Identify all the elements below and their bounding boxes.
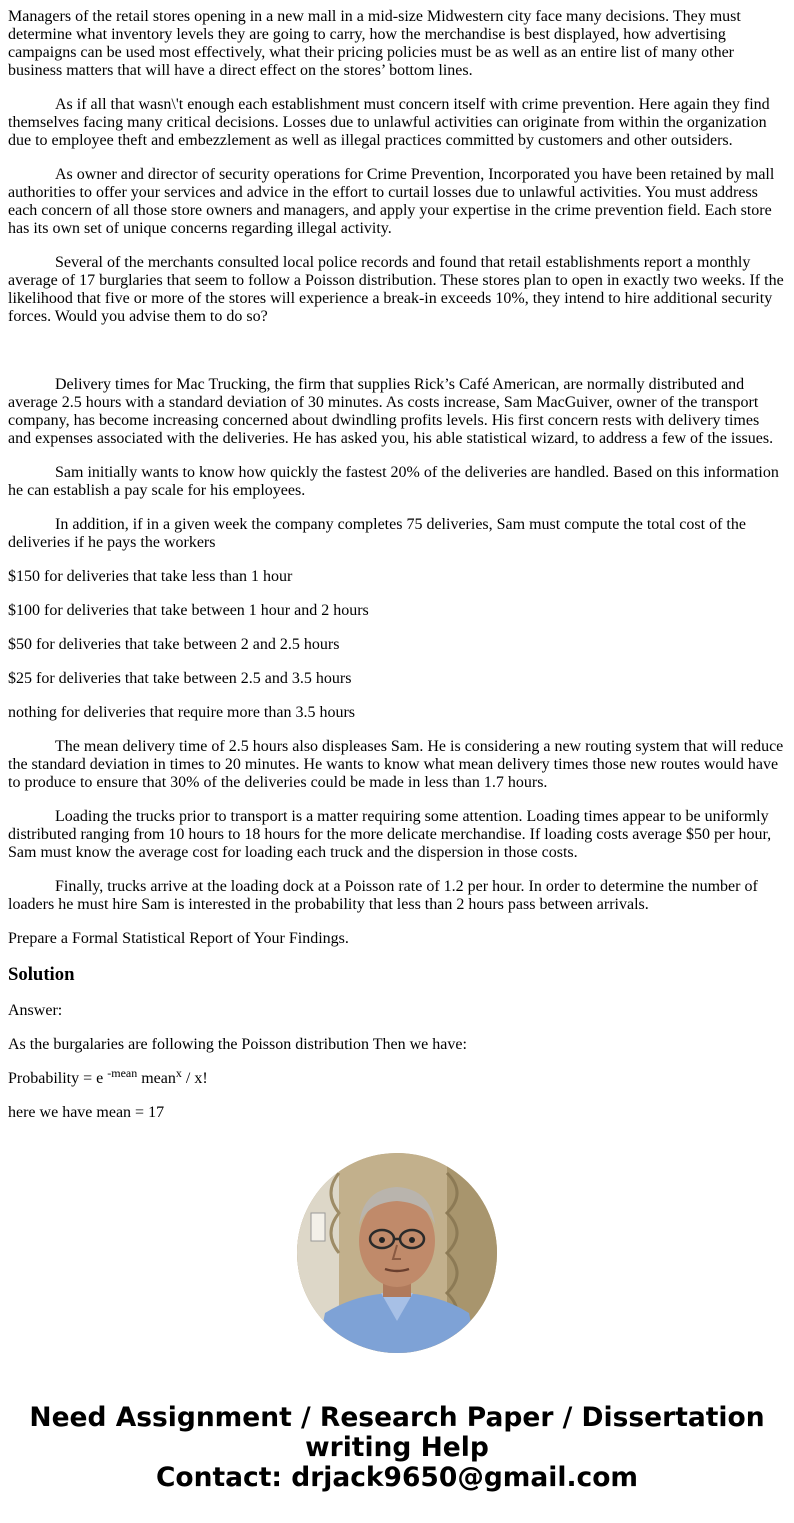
solution-cut-line: here we have mean = 17 [8, 1104, 165, 1121]
question-paragraph-5: Delivery times for Mac Trucking, the firm that supplies Rick’s Café American, are normally distributed and average 2.5 hours with a standard deviation of 30 minutes. As costs increase, Sam MacGuiver, owner of the transport company, has become increasing concerned about dwindling profits levels. His first concern rests with delivery times and expenses associated with the deliveries. He has asked you, his able statistical wizard, to address a few of the issues. [8, 376, 774, 447]
question-paragraph-4: Several of the merchants consulted local police records and found that retail establishments report a monthly average of 17 burglaries that seem to follow a Poisson distribution. These stores plan to open in exactly two weeks. If the likelihood that five or more of the stores will experience a break-in exceeds 10%, they intend to hire additional security forces. Would you advise them to do so? [8, 254, 784, 325]
question-paragraph-3: As owner and director of security operations for Crime Prevention, Incorporated you have been retained by mall authorities to offer your services and advice in the effort to curtail losses due to unlawful activities. You must address each concern of all those store owners and managers, and apply your expertise in the crime prevention field. Each store has its own set of unique concerns regarding illegal activity. [8, 166, 775, 237]
document-body [8, 0, 786, 1122]
pay-rate-2: $100 for deliveries that take between 1 hour and 2 hours [8, 602, 369, 619]
solution-heading: Solution [8, 964, 75, 985]
pay-rate-4: $25 for deliveries that take between 2.5 and 3.5 hours [8, 670, 352, 687]
question-paragraph-7: In addition, if in a given week the company completes 75 deliveries, Sam must compute the total cost of the deliveries if he pays the workers [8, 516, 746, 551]
footer-banner [0, 1403, 794, 1493]
question-paragraph-2: As if all that wasn\'t enough each establishment must concern itself with crime prevention. Here again they find themselves facing many critical decisions. Losses due to unlawful activities can originate from within the organization due to employee theft and embezzlement as well as illegal practices committed by customers and other outsiders. [8, 96, 770, 149]
footer-line-2: writing Help [305, 1432, 489, 1463]
pay-rate-3: $50 for deliveries that take between 2 and 2.5 hours [8, 636, 340, 653]
footer-contact: Contact: drjack9650@gmail.com [155, 1462, 639, 1493]
question-paragraph-9: Loading the trucks prior to transport is a matter requiring some attention. Loading times appear to be uniformly distributed ranging from 10 hours to 18 hours for the more delicate merchandise. If loading costs average $50 per hour, Sam must know the average cost for loading each truck and the dispersion in those costs. [8, 808, 772, 861]
formula-exponent-mean: -mean [107, 1066, 138, 1080]
formula-exponent-x: x [175, 1066, 182, 1080]
question-closing: Prepare a Formal Statistical Report of Your Findings. [8, 930, 349, 947]
question-paragraph-8: The mean delivery time of 2.5 hours also displeases Sam. He is considering a new routing system that will reduce the standard deviation in times to 20 minutes. He wants to know what mean delivery times those new routes would have to produce to ensure that 30% of the deliveries could be made in less than 1.7 hours. [8, 738, 784, 791]
tutor-avatar [297, 1153, 497, 1353]
question-paragraph-1: Managers of the retail stores opening in a new mall in a mid-size Midwestern city face many decisions. They must determine what inventory levels they are going to carry, how the merchandise is best displayed, how advertising campaigns can be used most effectively, what their pricing policies must be as well as an entire list of many other business matters that will have a direct effect on the stores’ bottom lines. [8, 8, 741, 79]
footer-line-1: Need Assignment / Research Paper / Dissertation [29, 1402, 765, 1433]
solution-intro: As the burgalaries are following the Poisson distribution Then we have: [8, 1036, 467, 1053]
pay-rate-1: $150 for deliveries that take less than 1 hour [8, 568, 293, 585]
formula-mean: mean [137, 1070, 176, 1087]
tutor-portrait-image [297, 1153, 497, 1353]
formula-suffix: / x! [181, 1070, 208, 1087]
poisson-formula [8, 1066, 786, 1088]
answer-label: Answer: [8, 1002, 63, 1019]
question-paragraph-6: Sam initially wants to know how quickly the fastest 20% of the deliveries are handled. Based on this information he can establish a pay scale for his employees. [8, 464, 779, 499]
pay-rate-5: nothing for deliveries that require more than 3.5 hours [8, 704, 356, 721]
question-paragraph-10: Finally, trucks arrive at the loading dock at a Poisson rate of 1.2 per hour. In order to determine the number of loaders he must hire Sam is interested in the probability that less than 2 hours pass between arrivals. [8, 878, 758, 913]
formula-prefix: Probability = e [8, 1070, 108, 1087]
